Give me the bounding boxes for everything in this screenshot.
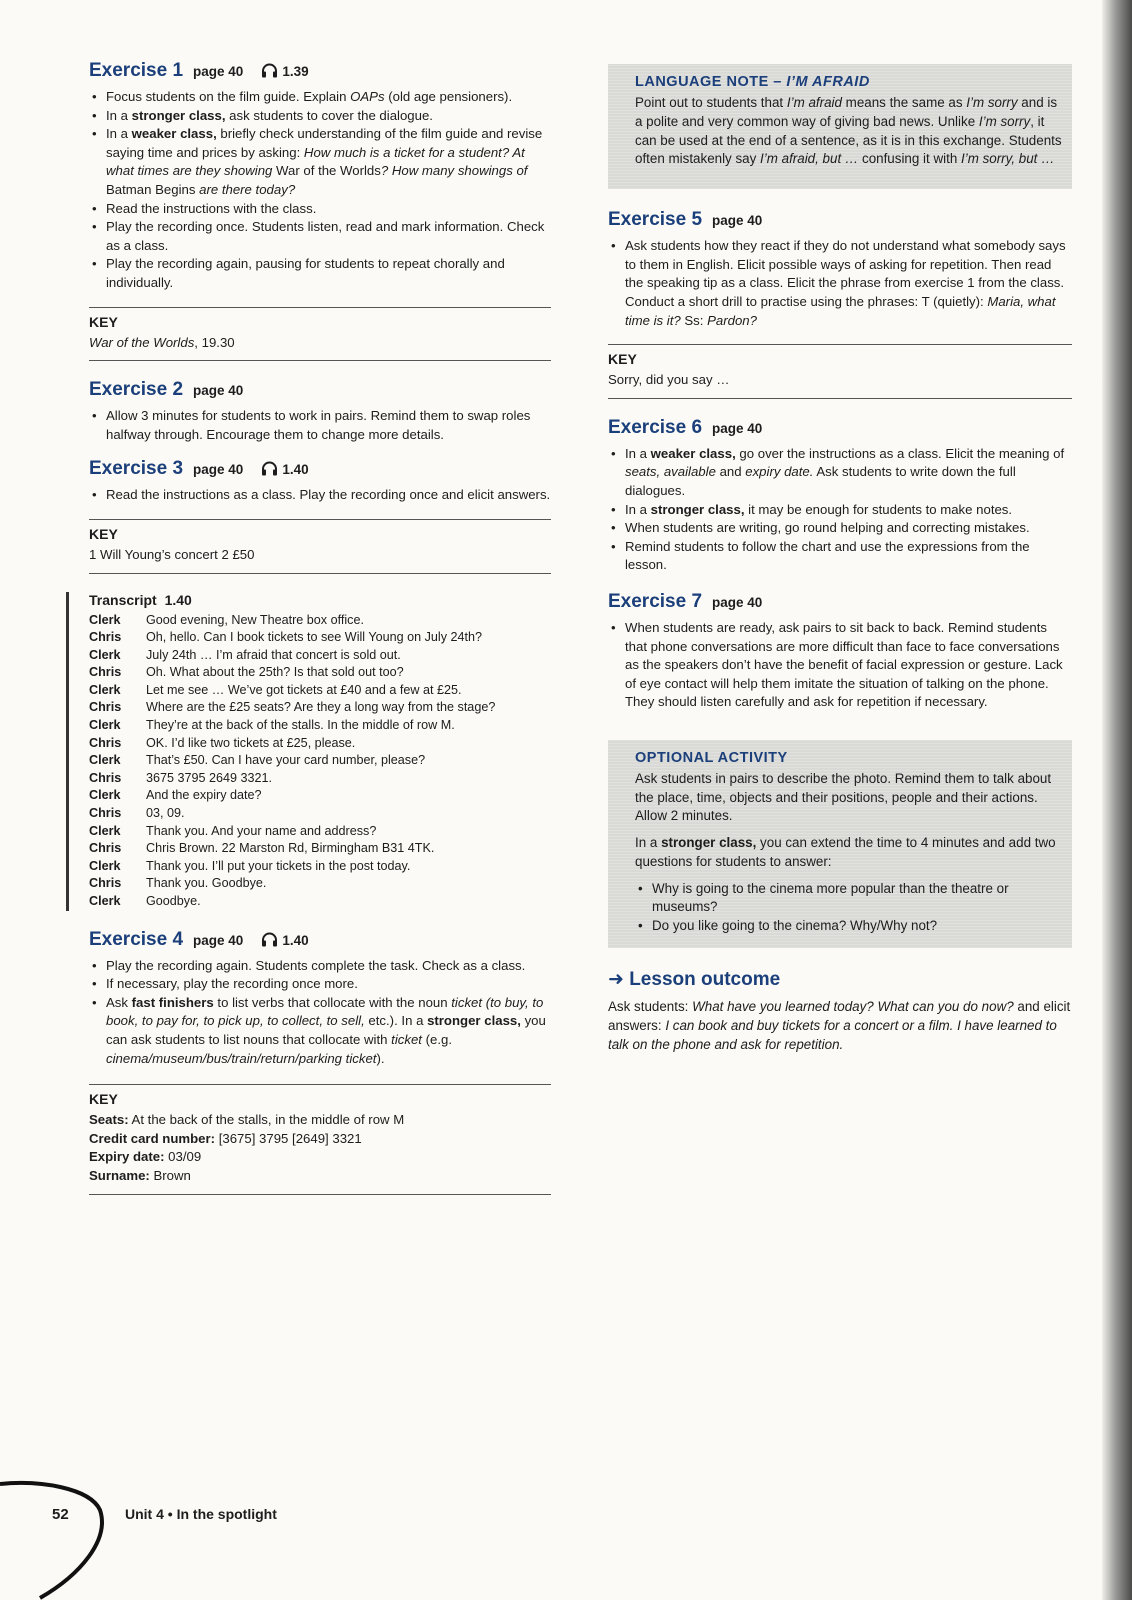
- speaker-line: Good evening, New Theatre box office.: [146, 612, 364, 627]
- exercise-1-page: page 40: [193, 64, 244, 79]
- exercise-3-track: 1.40: [282, 462, 309, 478]
- exercise-6-heading: [608, 417, 1072, 439]
- speaker-name: Chris: [89, 876, 122, 891]
- speaker-line: 03, 09.: [146, 806, 185, 821]
- speaker-line: Oh, hello. Can I book tickets to see Will Young on July 24th?: [146, 630, 483, 645]
- key-text: 1 Will Young’s concert 2 £50: [89, 546, 255, 562]
- headphones-icon: [261, 461, 278, 476]
- speaker-line: Thank you. I’ll put your tickets in the post today.: [146, 858, 411, 873]
- optional-activity-text-2: In a stronger class, you can extend the time to 4 minutes and add two questions for students to answer:: [635, 835, 1056, 870]
- transcript-row: [89, 823, 495, 841]
- transcript-row: [89, 664, 495, 682]
- language-note-text: Point out to students that I’m afraid means the same as I’m sorry and is a polite and very common way of giving bad news. Unlike I’m sorry, it can be used at the end of a sentence, as it is in this exchange. Students often mistakenly say I’m afraid, but … confusing it with I’m sorry, but …: [635, 95, 1062, 167]
- list-item: • In a stronger class, ask students to cover the dialogue.: [89, 107, 551, 126]
- speaker-line: Thank you. And your name and address?: [146, 823, 377, 838]
- exercise-4-page: page 40: [193, 932, 244, 948]
- transcript-table: [89, 612, 495, 911]
- key-title: KEY: [89, 1091, 118, 1108]
- speaker-name: Chris: [89, 735, 122, 750]
- left-column: [89, 60, 551, 1213]
- speaker-name: Clerk: [89, 858, 121, 873]
- exercise-7: [608, 591, 1072, 712]
- speaker-name: Chris: [89, 806, 122, 821]
- page-footer: [0, 1480, 600, 1600]
- exercise-7-bullets: [608, 619, 1072, 712]
- exercise-6-page: page 40: [712, 420, 763, 436]
- transcript-row: [89, 717, 495, 735]
- language-note: [608, 64, 1072, 189]
- exercise-3: [89, 458, 551, 573]
- optional-activity: [608, 740, 1072, 948]
- headphones-icon: [261, 63, 278, 78]
- exercise-1-key: [89, 307, 551, 362]
- transcript-row: [89, 735, 495, 753]
- exercise-4-audio: [261, 930, 308, 948]
- list-item: • Why is going to the cinema more popular than the theatre or museums?: [635, 880, 1062, 917]
- transcript-row: [89, 858, 495, 876]
- exercise-1-title: Exercise 1: [89, 60, 184, 81]
- speaker-line: Where are the £25 seats? Are they a long way from the stage?: [146, 700, 496, 715]
- speaker-name: Clerk: [89, 788, 121, 803]
- transcript-row: [89, 682, 495, 700]
- transcript-row: [89, 805, 495, 823]
- exercise-1-heading: [89, 60, 551, 82]
- exercise-5-heading: [608, 209, 1072, 231]
- list-item: • Play the recording once. Students listen, read and mark information. Check as a class.: [89, 218, 551, 255]
- key-title: KEY: [608, 351, 637, 368]
- exercise-4: [89, 929, 551, 1195]
- transcript-row: [89, 752, 495, 770]
- arrow-right-icon: ➜: [608, 968, 624, 990]
- speaker-name: Clerk: [89, 718, 121, 733]
- speaker-line: Thank you. Goodbye.: [146, 876, 267, 891]
- exercise-3-heading: [89, 458, 551, 480]
- exercise-2-heading: [89, 379, 551, 401]
- speaker-line: That’s £50. Can I have your card number, please?: [146, 753, 426, 768]
- optional-activity-text-1: Ask students in pairs to describe the photo. Remind them to talk about the place, time, objects and their positions, people and their actions. Allow 2 minutes.: [635, 770, 1052, 824]
- exercise-7-heading: [608, 591, 1072, 613]
- exercise-4-title: Exercise 4: [89, 928, 184, 950]
- exercise-5-key: [608, 344, 1072, 399]
- transcript-row: [89, 787, 495, 805]
- list-item: • Play the recording again. Students complete the task. Check as a class.: [89, 957, 551, 976]
- list-item: • If necessary, play the recording once more.: [89, 975, 551, 994]
- list-item: • Play the recording again, pausing for students to repeat chorally and individually.: [89, 255, 551, 292]
- list-item: • When students are writing, go round helping and correcting mistakes.: [608, 519, 1072, 538]
- speaker-line: They’re at the back of the stalls. In the middle of row M.: [146, 718, 455, 733]
- exercise-1-audio: [261, 61, 308, 79]
- lesson-outcome-title: ➜ Lesson outcome: [608, 968, 781, 990]
- speaker-name: Chris: [89, 841, 122, 856]
- swoosh-decoration: [0, 1480, 140, 1600]
- speaker-name: Chris: [89, 630, 122, 645]
- transcript-row: [89, 875, 495, 893]
- speaker-line: July 24th … I’m afraid that concert is sold out.: [146, 647, 401, 662]
- exercise-6-title: Exercise 6: [608, 416, 703, 438]
- speaker-name: Clerk: [89, 612, 121, 627]
- exercise-6: [608, 417, 1072, 575]
- optional-activity-questions: [635, 880, 1062, 936]
- exercise-3-bullets: [89, 486, 551, 505]
- transcript: [66, 592, 551, 911]
- list-item: • Read the instructions as a class. Play the recording once and elicit answers.: [89, 486, 551, 505]
- speaker-name: Chris: [89, 700, 122, 715]
- exercise-5: [608, 209, 1072, 399]
- exercise-7-title: Exercise 7: [608, 590, 703, 612]
- optional-activity-title: OPTIONAL ACTIVITY: [635, 749, 788, 766]
- exercise-4-heading: [89, 929, 551, 951]
- transcript-row: [89, 629, 495, 647]
- exercise-2-title: Exercise 2: [89, 379, 184, 401]
- transcript-row: [89, 840, 495, 858]
- exercise-2: [89, 379, 551, 444]
- exercise-3-audio: [261, 459, 308, 477]
- key-line-expiry: Expiry date: 03/09: [89, 1149, 202, 1165]
- exercise-4-bullets: [89, 957, 551, 1069]
- speaker-line: And the expiry date?: [146, 788, 262, 803]
- key-line-surname: Surname: Brown: [89, 1167, 191, 1183]
- exercise-4-key: [89, 1084, 551, 1194]
- list-item: • In a weaker class, briefly check understanding of the film guide and revise saying time and prices by asking: How much is a ticket for a student? At what times are they showing War of the Worlds? How many showings of Batman Begins are there today?: [89, 125, 551, 199]
- speaker-line: Chris Brown. 22 Marston Rd, Birmingham B31 4TK.: [146, 841, 435, 856]
- key-line-card: Credit card number: [3675] 3795 [2649] 3321: [89, 1130, 362, 1146]
- speaker-name: Chris: [89, 665, 122, 680]
- language-note-title: LANGUAGE NOTE – I’M AFRAID: [635, 74, 870, 90]
- speaker-name: Chris: [89, 770, 122, 785]
- page-number: 52: [52, 1506, 69, 1523]
- list-item: • When students are ready, ask pairs to sit back to back. Remind students that phone conversations are more difficult than face to face conversations as the speakers don’t have the benefit of facial expression or gesture. Lack of eye contact will help them imitate the situation of talking on the phone. They should listen carefully and ask for repetition if necessary.: [608, 619, 1072, 712]
- exercise-1-track: 1.39: [282, 64, 309, 79]
- lesson-outcome-text: Ask students: What have you learned today? What can you do now? and elicit answers: I can book and buy tickets for a concert or a film. I have learned to talk on the phone and ask for repetition.: [608, 998, 1071, 1052]
- key-line-seats: Seats: At the back of the stalls, in the middle of row M: [89, 1112, 405, 1128]
- transcript-row: [89, 612, 495, 630]
- exercise-5-bullets: [608, 237, 1072, 330]
- speaker-name: Clerk: [89, 894, 121, 908]
- exercise-3-key: [89, 519, 551, 574]
- exercise-2-bullets: [89, 407, 551, 444]
- speaker-name: Clerk: [89, 823, 121, 838]
- exercise-1-bullets: [89, 88, 551, 293]
- list-item: • Do you like going to the cinema? Why/Why not?: [635, 917, 1062, 936]
- headphones-icon: [261, 932, 278, 947]
- speaker-line: 3675 3795 2649 3321.: [146, 770, 273, 785]
- list-item: • Allow 3 minutes for students to work in pairs. Remind them to swap roles halfway through. Encourage them to change more details.: [89, 407, 551, 444]
- list-item: • Ask fast finishers to list verbs that collocate with the noun ticket (to buy, to book, to pay for, to pick up, to collect, to sell, etc.). In a stronger class, you can ask students to list nouns that collocate with ticket (e.g. cinema/museum/bus/train/return/parking ticket).: [89, 994, 551, 1068]
- transcript-title: Transcript 1.40: [89, 591, 192, 608]
- transcript-row: [89, 770, 495, 788]
- lesson-outcome: [608, 968, 1072, 1054]
- list-item: • In a weaker class, go over the instructions as a class. Elicit the meaning of seats, available and expiry date. Ask students to write down the full dialogues.: [608, 445, 1072, 501]
- speaker-name: Clerk: [89, 753, 121, 768]
- page-edge-shadow: [1102, 0, 1132, 1600]
- right-column: [608, 64, 1072, 1054]
- transcript-row: [89, 699, 495, 717]
- transcript-row: [89, 893, 495, 911]
- list-item: • Ask students how they react if they do not understand what somebody says to them in English. Elicit possible ways of asking for repetition. Then read the speaking tip as a class. Elicit the phrase from exercise 1 from the class. Conduct a short drill to practise using the phrases: T (quietly): Maria, what time is it? Ss: Pardon?: [608, 237, 1072, 330]
- exercise-3-title: Exercise 3: [89, 458, 184, 480]
- key-title: KEY: [89, 313, 118, 330]
- speaker-name: Clerk: [89, 647, 121, 662]
- exercise-4-track: 1.40: [282, 932, 309, 948]
- speaker-line: OK. I’d like two tickets at £25, please.: [146, 735, 356, 750]
- list-item: • Read the instructions with the class.: [89, 200, 551, 219]
- exercise-1: [89, 60, 551, 361]
- unit-title: Unit 4 • In the spotlight: [125, 1506, 277, 1522]
- exercise-3-page: page 40: [193, 462, 244, 478]
- key-text: War of the Worlds, 19.30: [89, 334, 235, 350]
- exercise-5-page: page 40: [712, 213, 763, 229]
- exercise-6-bullets: [608, 445, 1072, 575]
- list-item: • Remind students to follow the chart and use the expressions from the lesson.: [608, 538, 1072, 575]
- speaker-line: Let me see … We’ve got tickets at £40 and a few at £25.: [146, 682, 462, 697]
- list-item: • Focus students on the film guide. Explain OAPs (old age pensioners).: [89, 88, 551, 107]
- speaker-name: Clerk: [89, 682, 121, 697]
- speaker-line: Oh. What about the 25th? Is that sold out too?: [146, 665, 404, 680]
- exercise-2-page: page 40: [193, 383, 244, 399]
- speaker-line: Goodbye.: [146, 894, 201, 908]
- exercise-7-page: page 40: [712, 594, 763, 610]
- key-text: Sorry, did you say …: [608, 372, 730, 388]
- transcript-row: [89, 647, 495, 665]
- list-item: • In a stronger class, it may be enough for students to make notes.: [608, 501, 1072, 520]
- key-title: KEY: [89, 525, 118, 542]
- exercise-5-title: Exercise 5: [608, 209, 703, 231]
